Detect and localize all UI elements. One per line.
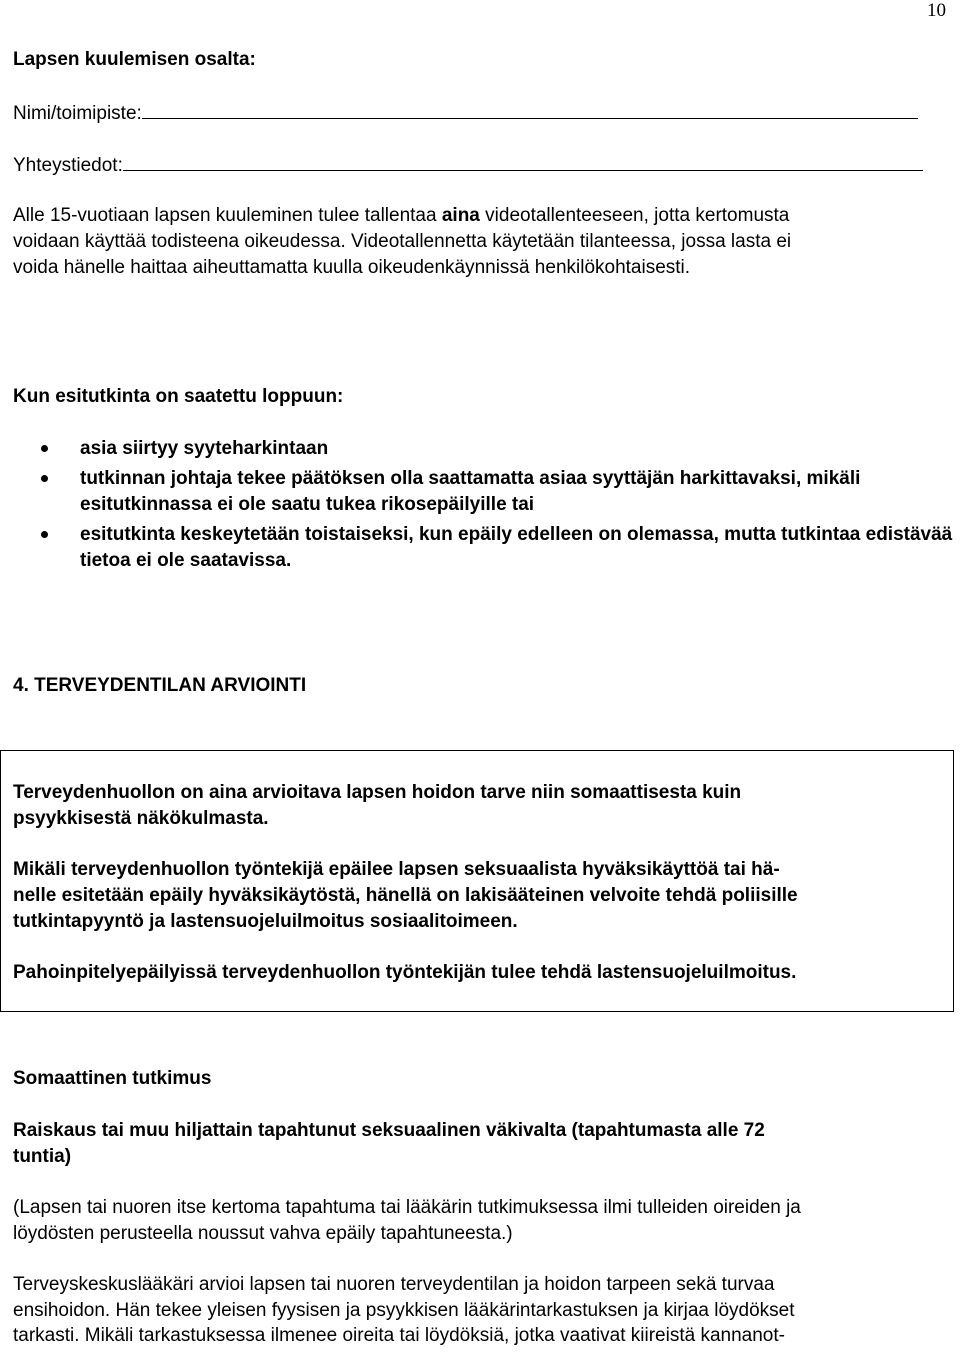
contact-field-label: Yhteystiedot: bbox=[13, 155, 123, 176]
somatic-paragraph-line-3: tarkasti. Mikäli tarkastuksessa ilmenee oireita tai löydöksiä, jotka vaativat kiireistä kannanot- bbox=[13, 1325, 785, 1346]
somatic-paragraph-line-2: ensihoidon. Hän tekee yleisen fyysisen ja psyykkisen lääkärintarkastuksen ja kirjaa löydökset bbox=[13, 1300, 795, 1321]
contact-field-line[interactable] bbox=[123, 151, 923, 171]
name-field-row bbox=[13, 99, 918, 126]
list-item bbox=[13, 436, 953, 462]
somatic-note-line-1: (Lapsen tai nuoren itse kertoma tapahtuma tai lääkärin tutkimuksessa ilmi tulleiden oireiden ja bbox=[13, 1197, 801, 1218]
somatic-note-line-2: löydösten perusteella noussut vahva epäily tapahtuneesta.) bbox=[13, 1223, 513, 1244]
hearing-paragraph-line-2: voidaan käyttää todisteena oikeudessa. Videotallennetta käytetään tilanteessa, jossa lasta ei bbox=[13, 231, 792, 252]
somatic-heading: Somaattinen tutkimus bbox=[13, 1068, 212, 1089]
name-field-label: Nimi/toimipiste: bbox=[13, 103, 142, 124]
list-item bbox=[13, 466, 953, 518]
list-item-text: tutkinnan johtaja tekee päätöksen olla saattamatta asiaa syyttäjän harkittavaksi, mikäli esitutkinnassa ei ole saatu tukea rikosepäilyille tai bbox=[80, 468, 861, 515]
bullet-icon bbox=[41, 531, 48, 538]
list-item-text: asia siirtyy syyteharkintaan bbox=[80, 438, 329, 459]
hearing-heading: Lapsen kuulemisen osalta: bbox=[13, 49, 256, 70]
somatic-subheading-line-2: tuntia) bbox=[13, 1146, 72, 1167]
box-p2-line-1: Mikäli terveydenhuollon työntekijä epäilee lapsen seksuaalista hyväksikäyttöä tai hä- bbox=[13, 859, 780, 880]
box-p3: Pahoinpitelyepäilyissä terveydenhuollon työntekijän tulee tehdä lastensuojeluilmoitus. bbox=[13, 962, 797, 983]
name-field-line[interactable] bbox=[142, 99, 918, 119]
box-p1-line-2: psyykkisestä näkökulmasta. bbox=[13, 808, 269, 829]
text-segment: videotallenteeseen, jotta kertomusta bbox=[479, 205, 790, 226]
hearing-paragraph-line-1 bbox=[13, 203, 789, 228]
box-p2-line-2: nelle esitetään epäily hyväksikäytöstä, hänellä on lakisääteinen velvoite tehdä poliisille bbox=[13, 885, 798, 906]
bullet-icon bbox=[41, 475, 48, 482]
hearing-paragraph-line-3: voida hänelle haittaa aiheuttamatta kuulla oikeudenkäynnissä henkilökohtaisesti. bbox=[13, 257, 691, 278]
somatic-paragraph-line-1: Terveyskeskuslääkäri arvioi lapsen tai nuoren terveydentilan ja hoidon tarpeen sekä turvaa bbox=[13, 1274, 775, 1295]
contact-field-row bbox=[13, 151, 923, 178]
list-item bbox=[13, 522, 953, 574]
bullet-icon bbox=[41, 445, 48, 452]
health-info-box bbox=[0, 750, 954, 1012]
list-item-text: esitutkinta keskeytetään toistaiseksi, kun epäily edelleen on olemassa, mutta tutkintaa edistävää tietoa ei ole saatavissa. bbox=[80, 524, 953, 571]
text-segment: Alle 15-vuotiaan lapsen kuuleminen tulee tallentaa bbox=[13, 205, 442, 226]
emphasis-text: aina bbox=[441, 205, 480, 226]
somatic-subheading-line-1: Raiskaus tai muu hiljattain tapahtunut seksuaalinen väkivalta (tapahtumasta alle 72 bbox=[13, 1120, 765, 1141]
investigation-heading: Kun esitutkinta on saatettu loppuun: bbox=[13, 386, 344, 407]
box-p2-line-3: tutkintapyyntö ja lastensuojeluilmoitus sosiaalitoimeen. bbox=[13, 911, 518, 932]
page-number: 10 bbox=[927, 0, 946, 21]
health-section-heading: 4. TERVEYDENTILAN ARVIOINTI bbox=[13, 675, 307, 696]
box-p1-line-1: Terveydenhuollon on aina arvioitava lapsen hoidon tarve niin somaattisesta kuin bbox=[13, 782, 742, 803]
investigation-bullet-list bbox=[13, 436, 953, 578]
